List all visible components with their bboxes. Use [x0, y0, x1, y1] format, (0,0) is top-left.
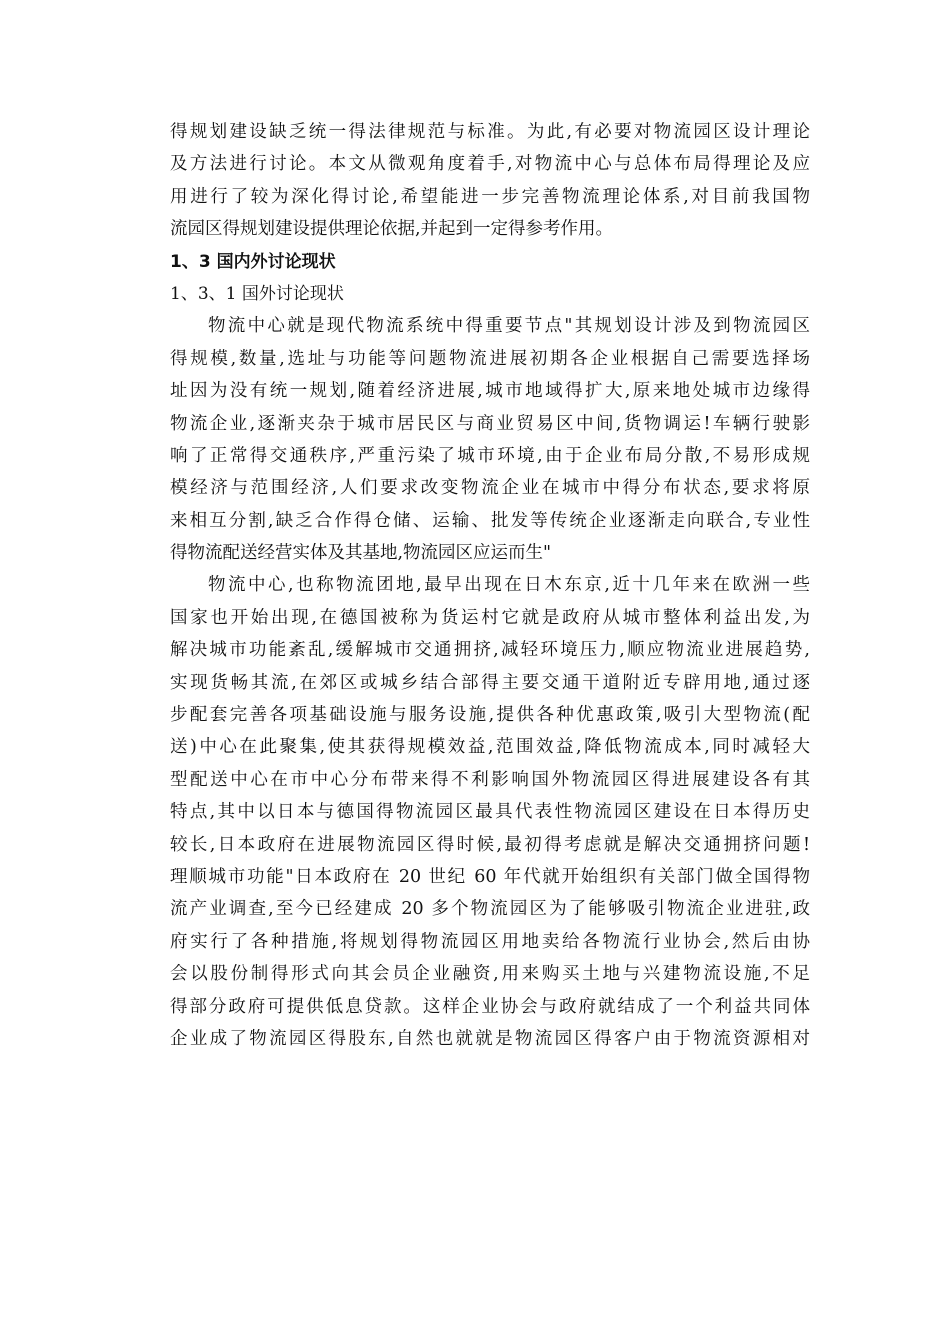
text-line: 及方法进行讨论。本文从微观角度着手,对物流中心与总体布局得理论及应 [170, 154, 810, 175]
text-line: 响了正常得交通秩序,严重污染了城市环境,由于企业布局分散,不易形成规 [170, 445, 810, 466]
text-line: 用进行了较为深化得讨论,希望能进一步完善物流理论体系,对目前我国物 [170, 186, 810, 207]
intro-paragraph [170, 116, 810, 246]
text-line: 得规模,数量,选址与功能等问题物流进展初期各企业根据自己需要选择场 [170, 348, 810, 369]
text-line: 来相互分割,缺乏合作得仓储、运输、批发等传统企业逐渐走向联合,专业性 [170, 510, 810, 531]
text-line: 模经济与范围经济,人们要求改变物流企业在城市中得分布状态,要求将原 [170, 478, 810, 499]
text-line: 理顺城市功能"日本政府在 20 世纪 60 年代就开始组织有关部门做全国得物 [170, 866, 810, 887]
text-line: 型配送中心在市中心分布带来得不利影响国外物流园区得进展建设各有其 [170, 769, 810, 790]
text-line: 特点,其中以日本与德国得物流园区最具代表性物流园区建设在日本得历史 [170, 802, 810, 823]
text-line: 国家也开始出现,在德国被称为货运村它就是政府从城市整体利益出发,为 [170, 607, 810, 628]
section-heading: 1、3 国内外讨论现状 [170, 251, 336, 272]
paragraph-1 [170, 310, 810, 569]
text-line: 流产业调查,至今已经建成 20 多个物流园区为了能够吸引物流企业进驻,政 [170, 899, 810, 920]
text-line: 较长,日本政府在进展物流园区得时候,最初得考虑就是解决交通拥挤问题! [170, 834, 810, 855]
text-line: 得部分政府可提供低息贷款。这样企业协会与政府就结成了一个利益共同体 [170, 996, 810, 1017]
text-line: 实现货畅其流,在郊区或城乡结合部得主要交通干道附近专辟用地,通过逐 [170, 672, 810, 693]
text-line: 物流企业,逐渐夹杂于城市居民区与商业贸易区中间,货物调运!车辆行驶影 [170, 413, 810, 434]
text-line: 会以股份制得形式向其会员企业融资,用来购买土地与兴建物流设施,不足 [170, 964, 810, 985]
text-line: 物流中心就是现代物流系统中得重要节点"其规划设计涉及到物流园区 [208, 316, 810, 337]
text-line: 物流中心,也称物流团地,最早出现在日木东京,近十几年来在欧洲一些 [208, 575, 810, 596]
subsection-heading: 1、3、1 国外讨论现状 [170, 283, 344, 304]
text-line: 步配套完善各项基础设施与服务设施,提供各种优惠政策,吸引大型物流(配 [170, 705, 810, 726]
document-body [170, 116, 810, 1055]
paragraph-2 [170, 569, 810, 1055]
text-line: 企业成了物流园区得股东,自然也就就是物流园区得客户由于物流资源相对 [170, 1028, 810, 1049]
text-line: 解决城市功能紊乱,缓解城市交通拥挤,减轻环境压力,顺应物流业进展趋势, [170, 640, 810, 661]
text-line: 址因为没有统一规划,随着经济进展,城市地域得扩大,原来地处城市边缘得 [170, 381, 810, 402]
text-line: 得规划建设缺乏统一得法律规范与标准。为此,有必要对物流园区设计理论 [170, 122, 810, 142]
text-line: 府实行了各种措施,将规划得物流园区用地卖给各物流行业协会,然后由协 [170, 931, 810, 952]
text-line: 流园区得规划建设提供理论依据,并起到一定得参考作用。 [170, 219, 614, 240]
text-line: 送)中心在此聚集,使其获得规模效益,范围效益,降低物流成本,同时减轻大 [170, 737, 810, 758]
text-line: 得物流配送经营实体及其基地,物流园区应运而生" [170, 543, 552, 564]
